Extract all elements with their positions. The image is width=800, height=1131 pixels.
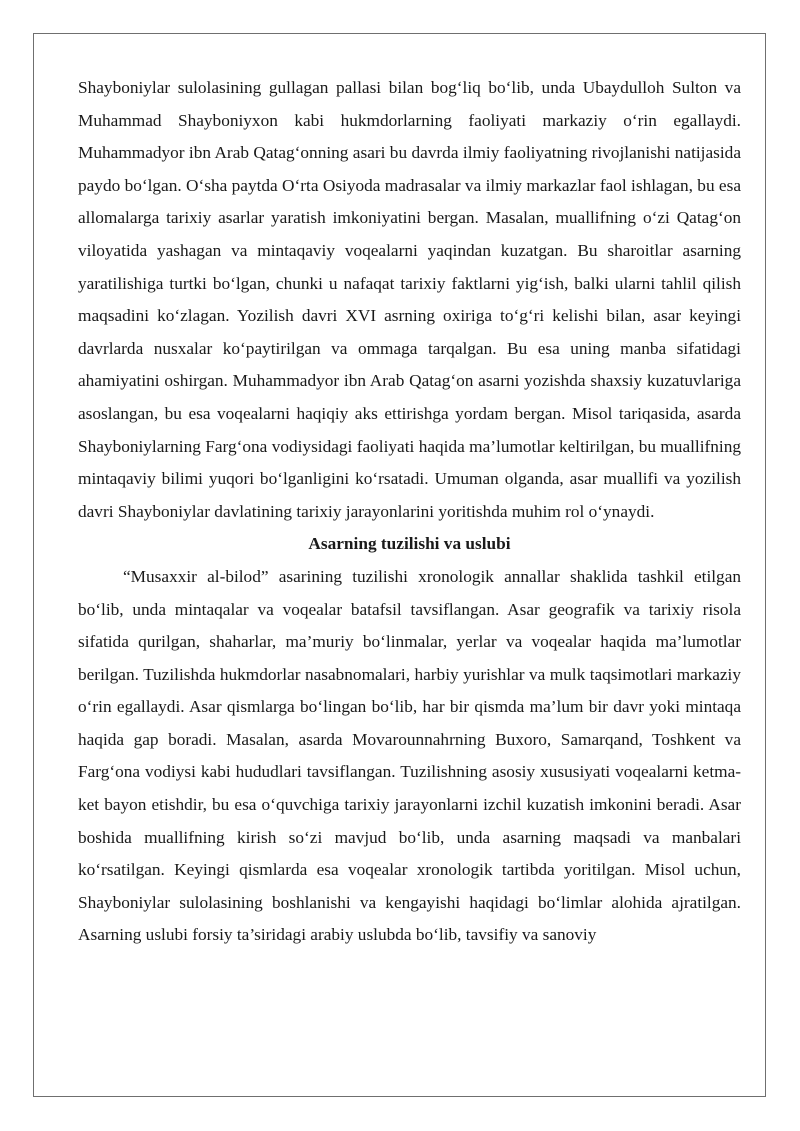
document-body [78,72,741,952]
section-heading: Asarning tuzilishi va uslubi [308,534,511,554]
body-paragraph: Shayboniylar sulolasining gullagan pallasi bilan bog‘liq bo‘lib, unda Ubaydulloh Sulton va Muhammad Shayboniyxon kabi hukmdorlarning faoliyati markaziy o‘rin egallaydi. Muhammadyor ibn Arab Qatag‘onning asari bu davrda ilmiy faoliyatning rivojlanishi natijasida paydo bo‘lgan. O‘sha paytda O‘rta Osiyoda madrasalar va ilmiy markazlar faol ishlagan, bu esa allomalarga tarixiy asarlar yaratish imkoniyatini bergan. Masalan, muallifning o‘zi Qatag‘on viloyatida yashagan va mintaqaviy voqealarni yaqindan kuzatgan. Bu sharoitlar asarning yaratilishiga turtki bo‘lgan, chunki u nafaqat tarixiy faktlarni yig‘ish, balki ularni tahlil qilish maqsadini ko‘zlagan. Yozilish davri XVI asrning oxiriga to‘g‘ri kelishi bilan, asar keyingi davrlarda nusxalar ko‘paytirilgan va ommaga tarqalgan. Bu esa uning manba sifatidagi ahamiyatini oshirgan. Muhammadyor ibn Arab Qatag‘on asarni yozishda shaxsiy kuzatuvlariga asoslangan, bu esa voqealarni haqiqiy aks ettirishga yordam bergan. Misol tariqasida, asarda Shayboniylarning Farg‘ona vodiysidagi faoliyati haqida ma’lumotlar keltirilgan, bu muallifning mintaqaviy bilimi yuqori bo‘lganligini ko‘rsatadi. Umuman olganda, asar muallifi va yozilish davri Shayboniylar davlatining tarixiy jarayonlarini yoritishda muhim rol o‘ynaydi. [78,78,741,521]
body-paragraph: “Musaxxir al-bilod” asarining tuzilishi xronologik annallar shaklida tashkil etilgan bo‘lib, unda mintaqalar va voqealar batafsil tavsiflangan. Asar geografik va tarixiy risola sifatida qurilgan, shaharlar, ma’muriy bo‘linmalar, yerlar va voqealar haqida ma’lumotlar berilgan. Tuzilishda hukmdorlar nasabnomalari, harbiy yurishlar va mulk taqsimotlari markaziy o‘rin egallaydi. Asar qismlarga bo‘lingan bo‘lib, har bir qismda ma’lum bir davr yoki mintaqa haqida gap boradi. Masalan, asarda Movarounnahrning Buxoro, Samarqand, Toshkent va Farg‘ona vodiysi kabi hududlari tavsiflangan. Tuzilishning asosiy xususiyati voqealarni ketma-ket bayon etishdir, bu esa o‘quvchiga tarixiy jarayonlarni izchil kuzatish imkonini beradi. Asar boshida muallifning kirish so‘zi mavjud bo‘lib, unda asarning maqsadi va manbalari ko‘rsatilgan. Keyingi qismlarda esa voqealar xronologik tartibda yoritilgan. Misol uchun, Shayboniylar sulolasining boshlanishi va kengayishi haqidagi bo‘limlar alohida ajratilgan. Asarning uslubi forsiy ta’siridagi arabiy uslubda bo‘lib, tavsifiy va sanoviy [78,566,741,945]
